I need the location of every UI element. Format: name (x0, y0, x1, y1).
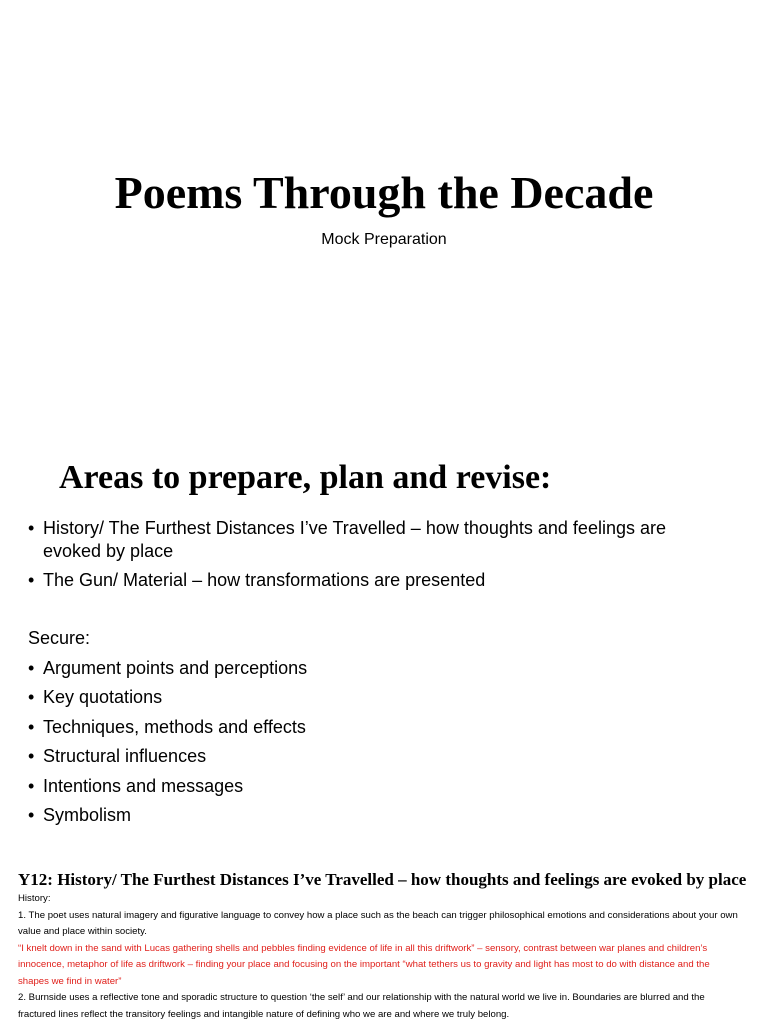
list-item (28, 657, 728, 680)
bullet-icon: • (28, 658, 35, 678)
notes-heading: Y12: History/ The Furthest Distances I’ve Travelled – how thoughts and feelings are evoked by place (18, 870, 747, 889)
list-item (28, 775, 728, 798)
list-item-text: Symbolism (43, 804, 132, 825)
areas-list (28, 517, 728, 598)
secure-label: Secure: (28, 628, 91, 648)
quote-analysis: “I knelt down in the sand with Lucas gathering shells and pebbles finding evidence of life in all this driftwork” – sensory, contrast between war planes and children’s innocence, metaphor of life as driftwork – finding your place and focusing on the important “what tethers us to gravity and light has most to do with distance and the shapes we find in water” (18, 942, 710, 987)
areas-heading: Areas to prepare, plan and revise: (59, 459, 552, 496)
list-item-text: The Gun/ Material – how transformations are presented (43, 570, 486, 590)
list-item-text: Techniques, methods and effects (43, 716, 306, 737)
list-item (28, 686, 728, 709)
history-notes-slide (0, 860, 768, 1024)
list-item-text: Structural influences (43, 746, 207, 767)
list-item (28, 804, 728, 827)
bullet-icon: • (28, 687, 35, 708)
list-item (28, 745, 728, 768)
page-title: Poems Through the Decade (114, 167, 654, 218)
section-label: History: (18, 893, 51, 904)
list-item (28, 569, 728, 592)
bullet-icon: • (28, 804, 35, 825)
revision-areas-slide (0, 430, 768, 860)
list-item-text: History/ The Furthest Distances I’ve Travelled – how thoughts and feelings are evoked by place (43, 518, 666, 561)
bullet-icon: • (28, 518, 35, 538)
list-item (28, 716, 728, 739)
list-item-text: Argument points and perceptions (43, 658, 308, 678)
list-item-text: Intentions and messages (43, 775, 244, 796)
list-item-text: Key quotations (43, 687, 163, 708)
bullet-icon: • (28, 775, 35, 796)
title-slide (0, 0, 768, 430)
bullet-icon: • (28, 716, 35, 737)
notes-body (18, 891, 743, 1023)
point-two: 2. Burnside uses a reflective tone and sporadic structure to question ‘the self’ and our relationship with the natural world we live in. Boundaries are blurred and the fractured lines reflect the transitory feelings and intangible nature of defining who we are and where we truly belong. (18, 992, 705, 1020)
bullet-icon: • (28, 570, 35, 590)
page-subtitle: Mock Preparation (321, 231, 447, 248)
secure-list (28, 657, 728, 833)
list-item (28, 517, 728, 563)
point-one: 1. The poet uses natural imagery and figurative language to convey how a place such as the beach can trigger philosophical emotions and considerations about your own value and place within society. (18, 909, 738, 937)
bullet-icon: • (28, 746, 35, 767)
